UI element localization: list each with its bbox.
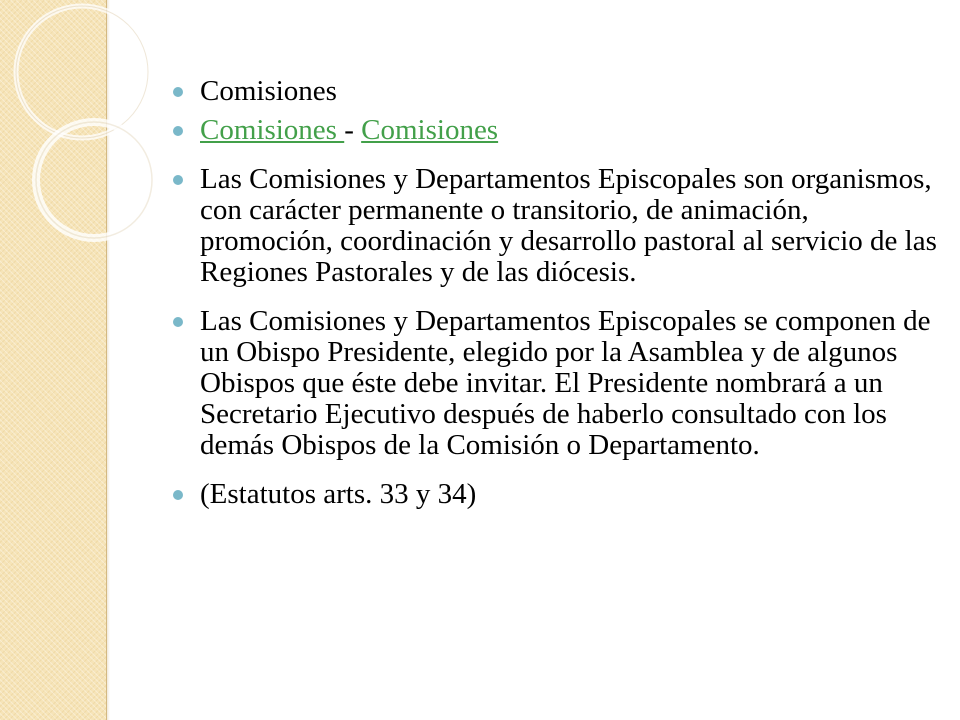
- bullet-dot-icon: [173, 175, 183, 185]
- bullet-text: Las Comisiones y Departamentos Episcopales son organismos, con carácter permanente o transitorio, de animación, promoción, coordinación y desarrollo pastoral al servicio de las Regiones Pastorales y de las diócesis.: [200, 163, 937, 288]
- bullet-text: Comisiones: [200, 75, 337, 107]
- comisiones-link-1[interactable]: Comisiones: [200, 114, 345, 146]
- comisiones-link-2[interactable]: Comisiones: [361, 114, 499, 146]
- bullet-dot-icon: [173, 317, 183, 327]
- bullet-item-links: [170, 115, 940, 146]
- bullet-item-title: [170, 76, 940, 107]
- slide-content: [170, 76, 940, 518]
- bullet-text: (Estatutos arts. 33 y 34): [200, 478, 477, 510]
- bullet-list: [170, 76, 940, 510]
- bullet-item-reference: [170, 479, 940, 510]
- bullet-dot-icon: [173, 87, 183, 97]
- bullet-item-composition: [170, 306, 940, 461]
- bullet-dot-icon: [173, 490, 183, 500]
- bullet-item-definition: [170, 164, 940, 288]
- bullet-text: Las Comisiones y Departamentos Episcopales se componen de un Obispo Presidente, elegido por la Asamblea y de algunos Obispos que éste debe invitar. El Presidente nombrará a un Secretario Ejecutivo después de haberlo consultado con los demás Obispos de la Comisión o Departamento.: [200, 305, 931, 461]
- bullet-dot-icon: [173, 126, 183, 136]
- link-separator: -: [344, 114, 362, 146]
